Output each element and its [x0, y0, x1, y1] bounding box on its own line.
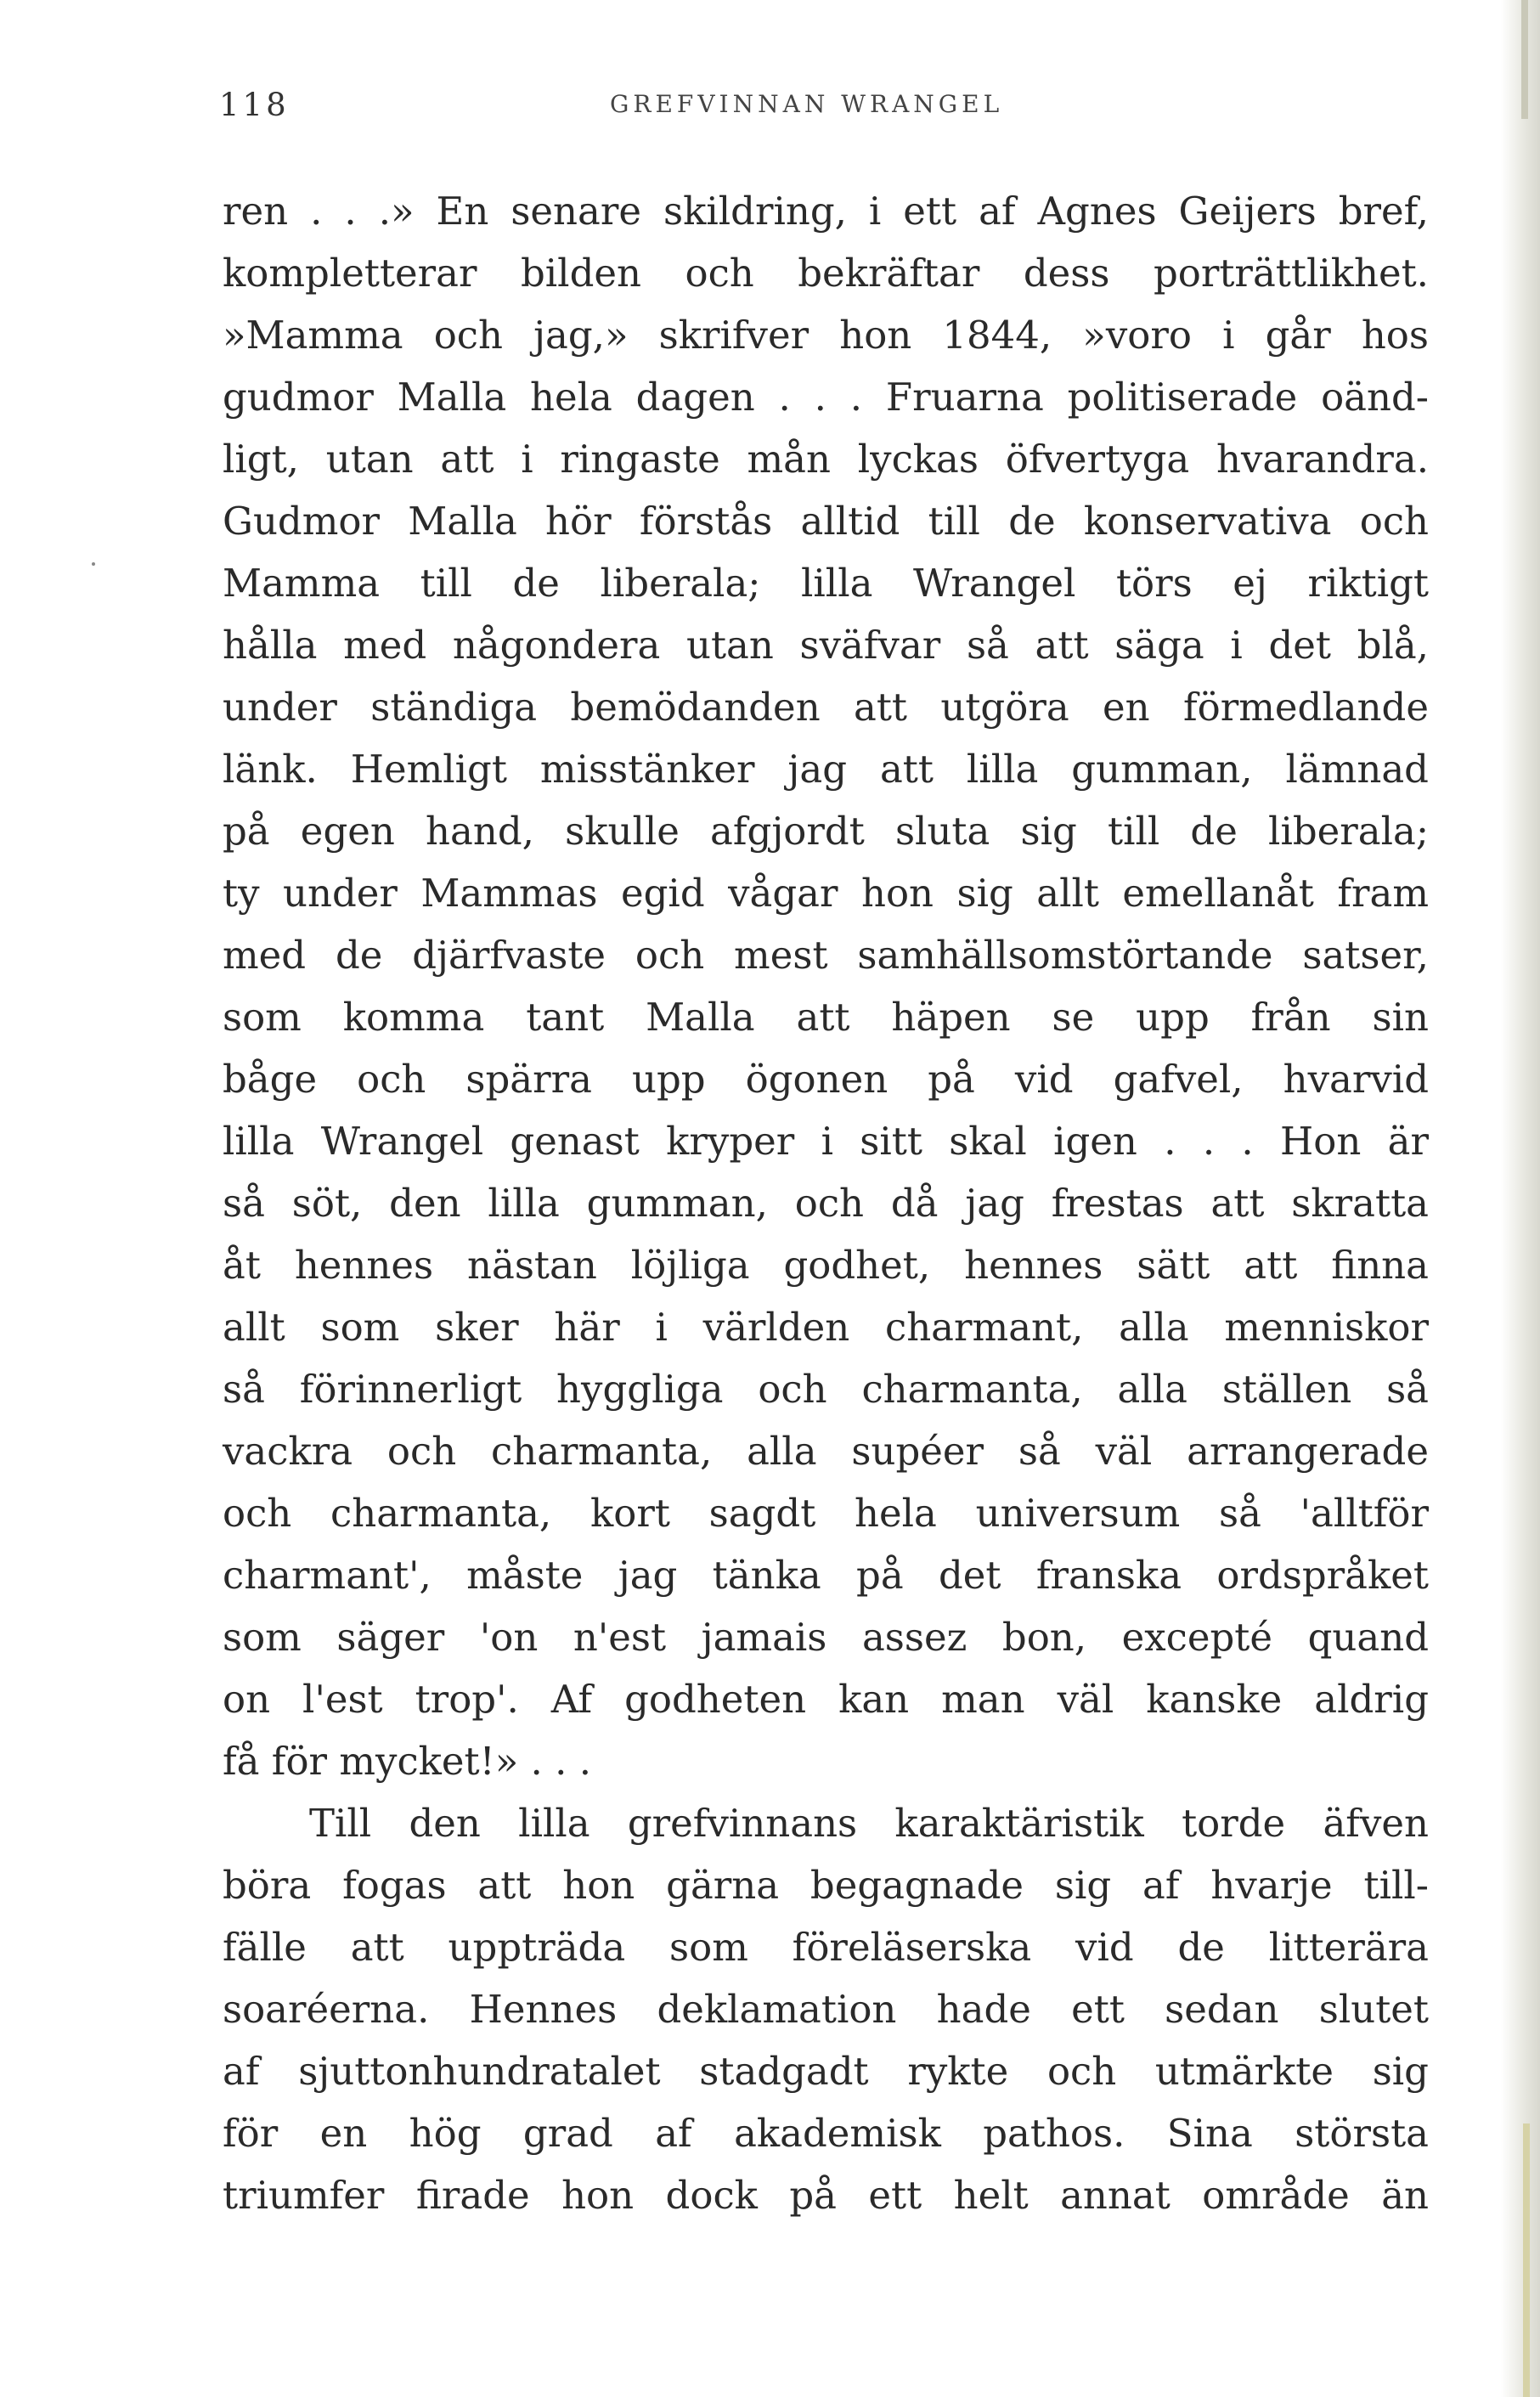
text-line: så förinnerligt hyggliga och charmanta, alla ställen så [223, 1367, 1429, 1412]
text-line: som komma tant Malla att häpen se upp från sin [223, 995, 1429, 1040]
text-line: ligt, utan att i ringaste mån lyckas öfvertyga hvarandra. [223, 437, 1429, 482]
text-line: åt hennes nästan löjliga godhet, hennes sätt att finna [223, 1243, 1429, 1288]
text-line: Gudmor Malla hör förstås alltid till de konservativa och [223, 499, 1429, 544]
page-header [219, 87, 1451, 138]
text-line: få för mycket!» . . . [223, 1739, 592, 1784]
text-line: fälle att uppträda som föreläserska vid de litterära [223, 1925, 1429, 1970]
text-line: af sjuttonhundratalet stadgadt rykte och utmärkte sig [223, 2049, 1429, 2094]
text-line: charmant', måste jag tänka på det franska ordspråket [223, 1553, 1429, 1598]
text-line: länk. Hemligt misstänker jag att lilla gumman, lämnad [223, 747, 1429, 792]
text-line: soaréerna. Hennes deklamation hade ett sedan slutet [223, 1987, 1429, 2032]
text-line: ren . . .» En senare skildring, i ett af Agnes Geijers bref, [223, 189, 1429, 234]
text-line: allt som sker här i världen charmant, alla menniskor [223, 1305, 1429, 1350]
text-line: ty under Mammas egid vågar hon sig allt emellanåt fram [223, 871, 1429, 916]
text-line: on l'est trop'. Af godheten kan man väl kanske aldrig [223, 1677, 1429, 1722]
edge-mark-top [1521, 0, 1528, 119]
body-text [223, 180, 1429, 2226]
text-line: under ständiga bemödanden att utgöra en förmedlande [223, 685, 1429, 730]
text-line: lilla Wrangel genast kryper i sitt skal igen . . . Hon är [223, 1119, 1429, 1164]
text-line: vackra och charmanta, alla supéer så väl arrangerade [223, 1429, 1429, 1474]
text-line: för en hög grad af akademisk pathos. Sina största [223, 2111, 1429, 2156]
text-line: och charmanta, kort sagdt hela universum så 'alltför [223, 1491, 1429, 1536]
text-line: »Mamma och jag,» skrifver hon 1844, »voro i går hos [223, 313, 1429, 358]
text-line: hålla med någondera utan sväfvar så att säga i det blå, [223, 623, 1429, 668]
text-line: Mamma till de liberala; lilla Wrangel törs ej riktigt [223, 561, 1429, 606]
margin-dot [92, 562, 95, 566]
text-line: böra fogas att hon gärna begagnade sig af hvarje till- [223, 1863, 1429, 1908]
page-edge-shadow [1501, 0, 1540, 2397]
text-line: på egen hand, skulle afgjordt sluta sig till de liberala; [223, 809, 1429, 854]
edge-mark-bottom [1523, 2123, 1530, 2397]
page-number: 118 [219, 87, 290, 123]
text-line: gudmor Malla hela dagen . . . Fruarna politiserade oänd- [223, 375, 1429, 420]
text-line: båge och spärra upp ögonen på vid gafvel, hvarvid [223, 1057, 1429, 1102]
text-line: triumfer firade hon dock på ett helt annat område än [223, 2173, 1429, 2218]
text-line: kompletterar bilden och bekräftar dess porträttlikhet. [223, 251, 1429, 296]
text-line: som säger 'on n'est jamais assez bon, excepté quand [223, 1615, 1429, 1660]
text-line: med de djärfvaste och mest samhällsomstörtande satser, [223, 933, 1429, 978]
text-line: så söt, den lilla gumman, och då jag frestas att skratta [223, 1181, 1429, 1226]
running-title: GREFVINNAN WRANGEL [610, 90, 1004, 118]
text-line: Till den lilla grefvinnans karaktäristik torde äfven [309, 1801, 1429, 1846]
